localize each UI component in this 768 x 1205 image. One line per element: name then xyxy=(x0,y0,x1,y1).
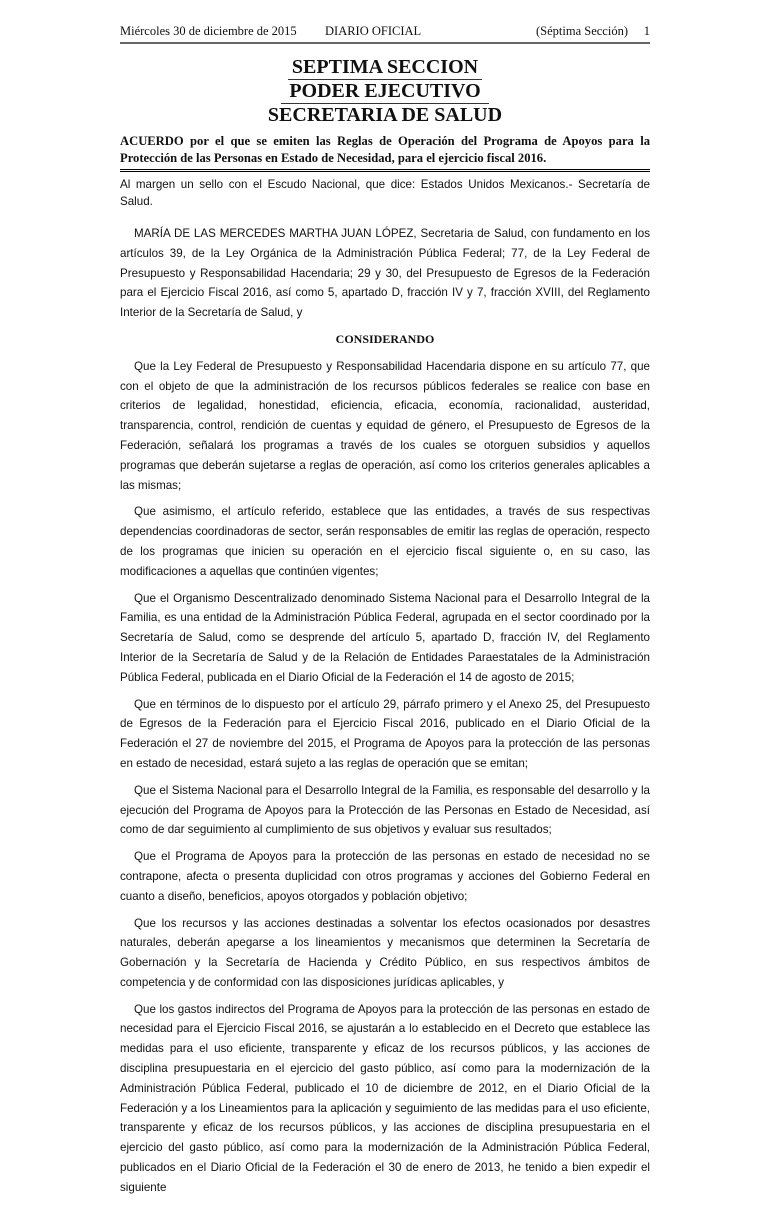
margin-note: Al margen un sello con el Escudo Nacional, que dice: Estados Unidos Mexicanos.- Secretaría de Salud. xyxy=(120,178,650,208)
header-section: (Séptima Sección) xyxy=(536,24,628,38)
header-page-number: 1 xyxy=(643,24,650,38)
document-body xyxy=(120,176,650,1198)
acuerdo-heading: ACUERDO por el que se emiten las Reglas de Operación del Programa de Apoyos para la Protección de las Personas en Estado de Necesidad, para el ejercicio fiscal 2016. xyxy=(120,133,650,172)
paragraph: Que los recursos y las acciones destinadas a solventar los efectos ocasionados por desastres naturales, deberán apegarse a los lineamientos y mecanismos que determinen la Secretaría de Gobernación y la Secretaría de Hacienda y Crédito Público, en sus respectivos ámbitos de competencia y de conformidad con las disposiciones jurídicas aplicables, y xyxy=(120,916,650,989)
section-title: SEPTIMA SECCION xyxy=(288,56,482,80)
paragraph: Que el Sistema Nacional para el Desarrollo Integral de la Familia, es responsable del desarrollo y la ejecución del Programa de Apoyos para la Protección de las Personas en Estado de Necesidad, así como de dar seguimiento al cumplimiento de sus objetivos y evaluar sus resultados; xyxy=(120,783,650,837)
paragraph: Que el Organismo Descentralizado denominado Sistema Nacional para el Desarrollo Integral de la Familia, es una entidad de la Administración Pública Federal, agrupada en el sector coordinado por la Secretaría de Salud, como se desprende del artículo 5, apartado D, fracción IV, del Reglamento Interior de la Secretaría de Salud y de la Relación de Entidades Paraestatales de la Administración Pública Federal, publicada en el Diario Oficial de la Federación el 14 de agosto de 2015; xyxy=(120,591,650,684)
paragraph: Que asimismo, el artículo referido, establece que las entidades, a través de sus respectivas dependencias coordinadoras de sector, serán responsables de emitir las reglas de operación, respecto de los programas que inicien su operación en el ejercicio fiscal siguiente o, en su caso, las modificaciones a aquellas que continúen vigentes; xyxy=(120,505,650,578)
considerando-heading: CONSIDERANDO xyxy=(335,331,435,346)
paragraph: Que la Ley Federal de Presupuesto y Responsabilidad Hacendaria dispone en su artículo 77, que con el objeto de que la administración de los recursos públicos federales se realice con base en criterios de legalidad, honestidad, eficiencia, eficacia, economía, racionalidad, austeridad, transparencia, control, rendición de cuentas y equidad de género, el Presupuesto de Egresos de la Federación, señalará los programas a través de los cuales se otorguen subsidios y aquellos programas que deberán sujetarse a reglas de operación, así como los criterios generales aplicables a las mismas; xyxy=(120,359,650,492)
intro-paragraph: MARÍA DE LAS MERCEDES MARTHA JUAN LÓPEZ, Secretaria de Salud, con fundamento en los artículos 39, de la Ley Orgánica de la Administración Pública Federal; 77, de la Ley Federal de Presupuesto y Responsabilidad Hacendaria; 29 y 30, del Presupuesto de Egresos de la Federación para el Ejercicio Fiscal 2016, así como 5, apartado D, fracción IV y 7, fracción XVIII, del Reglamento Interior de la Secretaría de Salud, y xyxy=(120,227,650,320)
paragraph: Que los gastos indirectos del Programa de Apoyos para la protección de las personas en estado de necesidad para el Ejercicio Fiscal 2016, se ajustarán a lo establecido en el Decreto que establece las medidas para el uso eficiente, transparente y eficaz de los recursos públicos, y las acciones de disciplina presupuestaria en el ejercicio del gasto público, así como para la modernización de la Administración Pública Federal, publicado el 10 de diciembre de 2012, en el Diario Oficial de la Federación y a los Lineamientos para la aplicación y seguimiento de las medidas para el uso eficiente, transparente y eficaz de los recursos públicos, y las acciones de disciplina presupuestaria en el ejercicio del gasto público, así como para la modernización de la Administración Pública Federal, publicados en el Diario Oficial de la Federación el 30 de enero de 2013, he tenido a bien expedir el siguiente xyxy=(120,1002,650,1194)
ministry-title: SECRETARIA DE SALUD xyxy=(267,104,503,126)
page-header xyxy=(120,22,650,44)
paragraph: Que en términos de lo dispuesto por el artículo 29, párrafo primero y el Anexo 25, del Presupuesto de Egresos de la Federación para el Ejercicio Fiscal 2016, publicado en el Diario Oficial de la Federación el 27 de noviembre del 2015, el Programa de Apoyos para la protección de las personas en estado de necesidad, estará sujeto a las reglas de operación que se emitan; xyxy=(120,697,650,770)
branch-title: PODER EJECUTIVO xyxy=(281,80,488,104)
paragraph: Que el Programa de Apoyos para la protección de las personas en estado de necesidad no se contrapone, afecta o presenta duplicidad con otros programas y acciones del Gobierno Federal en cuanto a diseño, beneficios, apoyos otorgados y población objetivo; xyxy=(120,850,650,903)
header-publication: DIARIO OFICIAL xyxy=(325,24,422,38)
section-titles xyxy=(120,56,650,127)
header-date: Miércoles 30 de diciembre de 2015 xyxy=(120,24,297,38)
document-page xyxy=(120,0,650,1198)
